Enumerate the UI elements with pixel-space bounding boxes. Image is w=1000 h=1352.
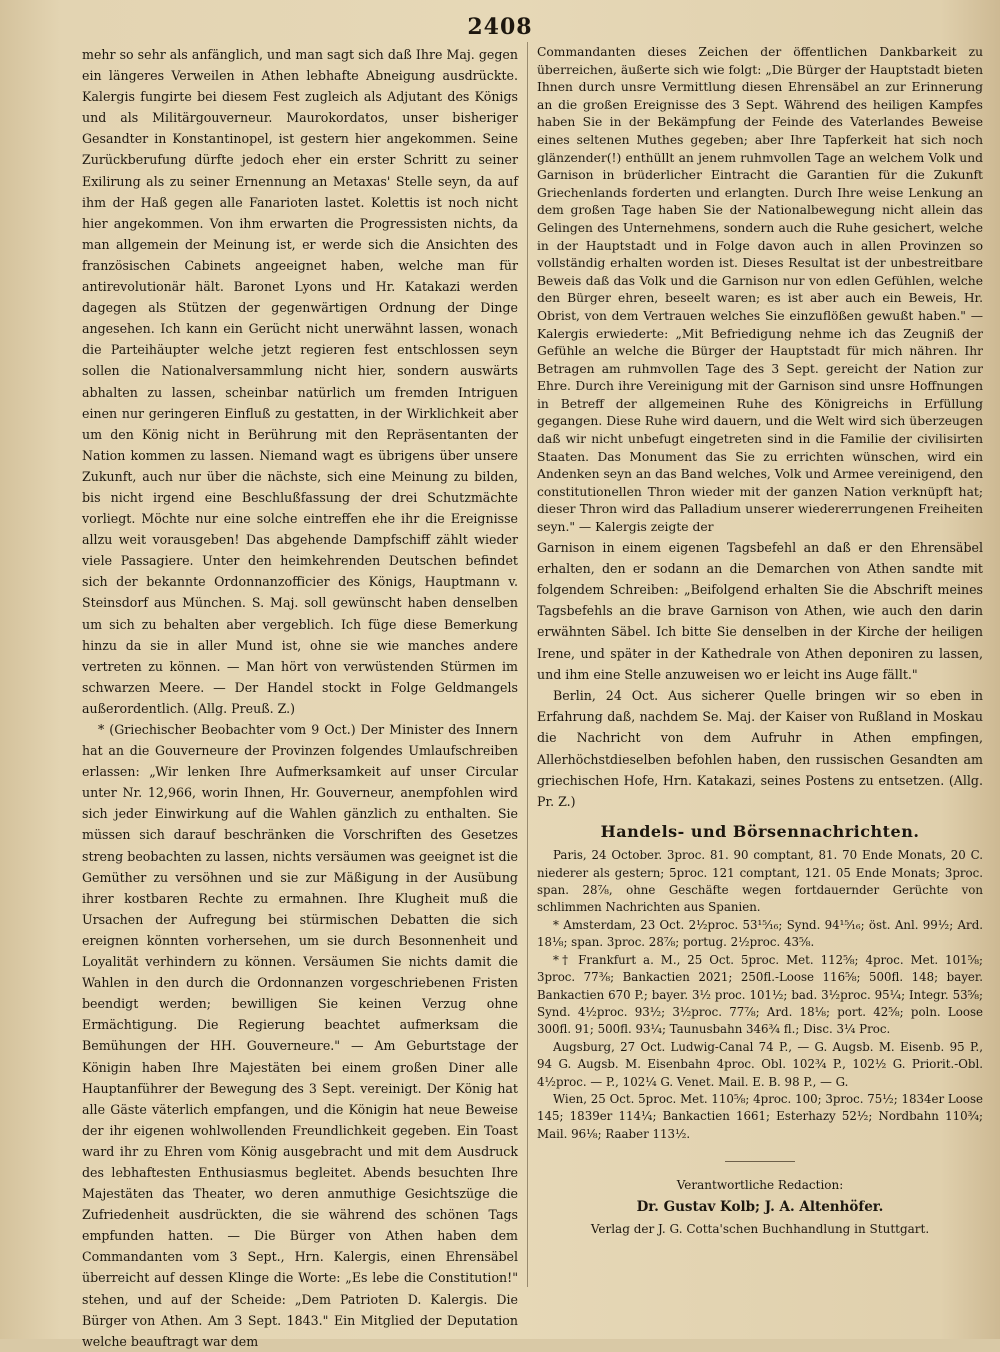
market-frankfurt: *† Frankfurt a. M., 25 Oct. 5proc. Met. 112⅝; 4proc. Met. 101⅝; 3proc. 77⅜; Bankactien 2021; 250fl.-Loose 116⅝; 500fl. 148; bayer. Bankactien 670 P.; bayer. 3½ proc. 101½; bad. 3½proc. 95¼; Integr. 53⅝; Synd. 4½proc. 93½; 3½proc. 77⅞; Ard. 18⅛; port. 42⅝; poln. Loose 300fl. 91; 500fl. 93¼; Taunusbahn 346¾ fl.; Disc. 3¼ Proc. [537,952,983,1037]
section-heading: Handels- und Börsennachrichten. [600,822,920,842]
article-continued: Commandanten dieses Zeichen der öffentlichen Dankbarkeit zu überreichen, äußerte sich wie folgt: „Die Bürger der Hauptstadt bieten Ihnen durch unsre Vermittlung diesen Ehrensäbel an zur Erinnerung an die großen Ereignisse des 3 Sept. Während des heiligen Kampfes haben Sie in der Bekämpfung der Feinde des Vaterlandes Beweise eines seltenen Muthes gegeben; aber Ihre Tapferkeit hat sich noch glänzender(!) enthüllt an jenem ruhmvollen Tage an welchem Volk und Garnison in brüderlicher Eintracht die Garantien für die Zukunft Griechenlands forderten und erlangten. Durch Ihre weise Lenkung an dem großen Tage haben Sie der Nationalbewegung nicht allein das Gelingen des Unternehmens, sondern auch die Ruhe gesichert, welche in der Hauptstadt und in Folge davon auch in allen Provinzen so vollständig erhalten worden ist. Dieses Resultat ist der unbestreitbare Beweis daß das Volk und die Garnison nur von edlen Gefühlen, welche den Bürger ehren, beseelt waren; es ist aber auch ein Beweis, Hr. Obrist, von dem Vertrauen welches Sie einzuflößen gewußt haben." — Kalergis erwiederte: „Mit Befriedigung nehme ich das Zeugniß der Gefühle an welche die Bürger der Hauptstadt für mich nähren. Ihr Betragen am ruhmvollen Tage des 3 Sept. gereicht der Nation zur Ehre. Durch ihre Vereinigung mit der Garnison sind unsre Hoffnungen in Betreff der allgemeinen Ruhe des Königreichs in Erfüllung gegangen. Diese Ruhe wird dauern, und die Welt wird sich überzeugen daß wir nicht unbefugt eingetreten sind in die Familie der civilisirten Staaten. Das Monument das Sie zu errichten wünschen, wird ein Andenken seyn an das Band welches, Volk und Armee vereinigend, den constitutionellen Thron wieder mit der ganzen Nation verknüpft hat; dieser Thron wird das Palladium unserer wiedererrungenen Freiheiten seyn." — Kalergis zeigte der [537,45,983,535]
imprint-editors: Dr. Gustav Kolb; J. A. Altenhöfer. [636,1199,884,1216]
market-wien: Wien, 25 Oct. 5proc. Met. 110⅝; 4proc. 100; 3proc. 75½; 1834er Loose 145; 1839er 114¼; Bankactien 1661; Esterhazy 52½; Nordbahn 110¾; Mail. 96⅛; Raaber 113½. [537,1091,983,1141]
market-augsburg: Augsburg, 27 Oct. Ludwig-Canal 74 P., — G. Augsb. M. Eisenb. 95 P., 94 G. Augsb. M. Eisenbahn 4proc. Obl. 102¾ P., 102½ G. Priorit.-Obl. 4½proc. — P., 102¼ G. Venet. Mail. E. B. 98 P., — G. [537,1039,983,1089]
market-paris: Paris, 24 October. 3proc. 81. 90 comptant, 81. 70 Ende Monats, 20 C. niederer als gestern; 5proc. 121 comptant, 121. 05 Ende Monats; 3proc. span. 28⅞, ohne Geschäfte wegen fortdauernder Gerüchte von schlimmen Nachrichten aus Spanien. [537,848,983,915]
right-column [537,44,983,1240]
column-rule [527,42,528,1287]
imprint-publisher: Verlag der J. G. Cotta'schen Buchhandlung in Stuttgart. [590,1222,930,1237]
imprint-divider [725,1161,795,1162]
market-amsterdam: * Amsterdam, 23 Oct. 2½proc. 53¹⁵⁄₁₆; Synd. 94¹⁵⁄₁₆; öst. Anl. 99½; Ard. 18⅛; span. 3proc. 28⅞; portug. 2½proc. 43⅝. [537,917,983,950]
imprint-label: Verantwortliche Redaction: [676,1178,844,1193]
article-garrison: Garnison in einem eigenen Tagsbefehl an daß er den Ehrensäbel erhalten, den er sodann an die Demarchen von Athen sandte mit folgendem Schreiben: „Beifolgend erhalten Sie die Abschrift meines Tagsbefehls an die brave Garnison von Athen, wie auch den darin erwähnten Säbel. Ich bitte Sie denselben in der Kirche der heiligen Irene, und später in der Kathedrale von Athen deponiren zu lassen, und ihm eine Stelle anzuweisen wo er leicht ins Auge fällt." [537,539,983,682]
article-berlin: Berlin, 24 Oct. Aus sicherer Quelle bringen wir so eben in Erfahrung daß, nachdem Se. Maj. der Kaiser von Rußland in Moskau die Nachricht von dem Aufruhr in Athen empfingen, Allerhöchstdieselben befohlen haben, den russischen Gesandten am griechischen Hofe, Hrn. Katakazi, seines Postens zu entsetzen. (Allg. Pr. Z.) [537,688,983,810]
article-athens-report: mehr so sehr als anfänglich, und man sagt sich daß Ihre Maj. gegen ein längeres Verweilen in Athen lebhafte Abneigung ausdrückte. Kalergis fungirte bei diesem Fest zugleich als Adjutant des Königs und als Militärgouverneur. Maurokordatos, unser bisheriger Gesandter in Konstantinopel, ist gestern hier angekommen. Seine Zurückberufung dürfte jedoch eher ein erster Schritt zu seiner Exilirung als zu seiner Ernennung an Metaxas' Stelle seyn, da auf ihm der Haß gegen alle Fanarioten lastet. Kolettis ist noch nicht hier angekommen. Von ihm erwarten die Progressisten nichts, da man allgemein der Meinung ist, er werde sich die Ansichten des französischen Cabinets angeeignet haben, welche man für antirevolutionär hält. Baronet Lyons und Hr. Katakazi werden dagegen als Stützen der gegenwärtigen Ordnung der Dinge angesehen. Ich kann ein Gerücht nicht unerwähnt lassen, wonach die Parteihäupter welche jetzt regieren fest entschlossen seyn sollen die Nationalversammlung nicht hier, sondern auswärts abhalten zu lassen, scheinbar natürlich um fremden Intriguen einen nur geringeren Einfluß zu gestatten, in der Wirklichkeit aber um den König nicht in Berührung mit den Repräsentanten der Nation kommen zu lassen. Niemand wagt es übrigens über unsere Zukunft, auch nur über die nächste, sich eine Meinung zu bilden, bis nicht irgend eine Beschlußfassung der drei Schutzmächte vorliegt. Möchte nur eine solche eintreffen ehe ihr die Ereignisse allzu weit vorausgeben! Das abgehende Dampfschiff zählt wieder viele Passagiere. Unter den heimkehrenden Deutschen befindet sich der bekannte Ordonnanzofficier des Königs, Hauptmann v. Steinsdorf aus München. S. Maj. soll gewünscht haben denselben um sich zu behalten aber vergeblich. Ich füge diese Bemerkung hinzu da sie in aller Mund ist, ohne sie wie manches andere vertreten zu können. — Man hört von verwüstenden Stürmen im schwarzen Meere. — Der Handel stockt in Folge Geldmangels außerordentlich. (Allg. Preuß. Z.) [82,47,518,716]
left-column [82,44,518,1352]
page-number: 2408 [467,14,533,40]
article-greek-observer: * (Griechischer Beobachter vom 9 Oct.) Der Minister des Innern hat an die Gouverneure der Provinzen folgendes Umlaufschreiben erlassen: „Wir lenken Ihre Aufmerksamkeit auf unser Circular unter Nr. 12,966, worin Ihnen, Hr. Gouverneur, anempfohlen wird sich jeder Einwirkung auf die Wahlen gänzlich zu enthalten. Sie müssen sich darauf beschränken die Vorschriften des Gesetzes streng beobachten zu lassen, nichts versäumen was geeignet ist die Gemüther zu versöhnen und sie zur Mäßigung in der Ausübung ihrer kostbaren Rechte zu ermahnen. Ihre Klugheit muß die Ursachen der Aufregung bei stürmischen Debatten die sich ereignen könnten vorhersehen, um sie durch Besonnenheit und Loyalität verhindern zu können. Versäumen Sie nichts damit die Wahlen in den durch die Ordonnanzen vorgeschriebenen Fristen beendigt werden; bewilligen Sie keinen Verzug ohne Ermächtigung. Die Regierung beachtet aufmerksam die Bemühungen der HH. Gouverneure." — Am Geburtstage der Königin haben Ihre Majestäten bei einem großen Diner alle Hauptanführer der Bewegung des 3 Sept. vereinigt. Der König hat alle Gäste väterlich empfangen, und die Königin hat neue Beweise der ihr eigenen wohlwollenden Freundlichkeit gegeben. Ein Toast ward ihr zu Ehren vom König ausgebracht und mit dem Ausdruck des lebhaftesten Enthusiasmus begleitet. Abends besuchten Ihre Majestäten das Theater, wo deren anmuthige Gesichtszüge die Zufriedenheit ausdrückten, die sie während des schönen Tags empfunden hatten. — Die Bürger von Athen haben dem Commandanten vom 3 Sept., Hrn. Kalergis, einen Ehrensäbel überreicht auf dessen Klinge die Worte: „Es lebe die Constitution!" stehen, und auf der Scheide: „Dem Patrioten D. Kalergis. Die Bürger von Athen. Am 3 Sept. 1843." Ein Mitglied der Deputation welche beauftragt war dem [82,722,518,1349]
